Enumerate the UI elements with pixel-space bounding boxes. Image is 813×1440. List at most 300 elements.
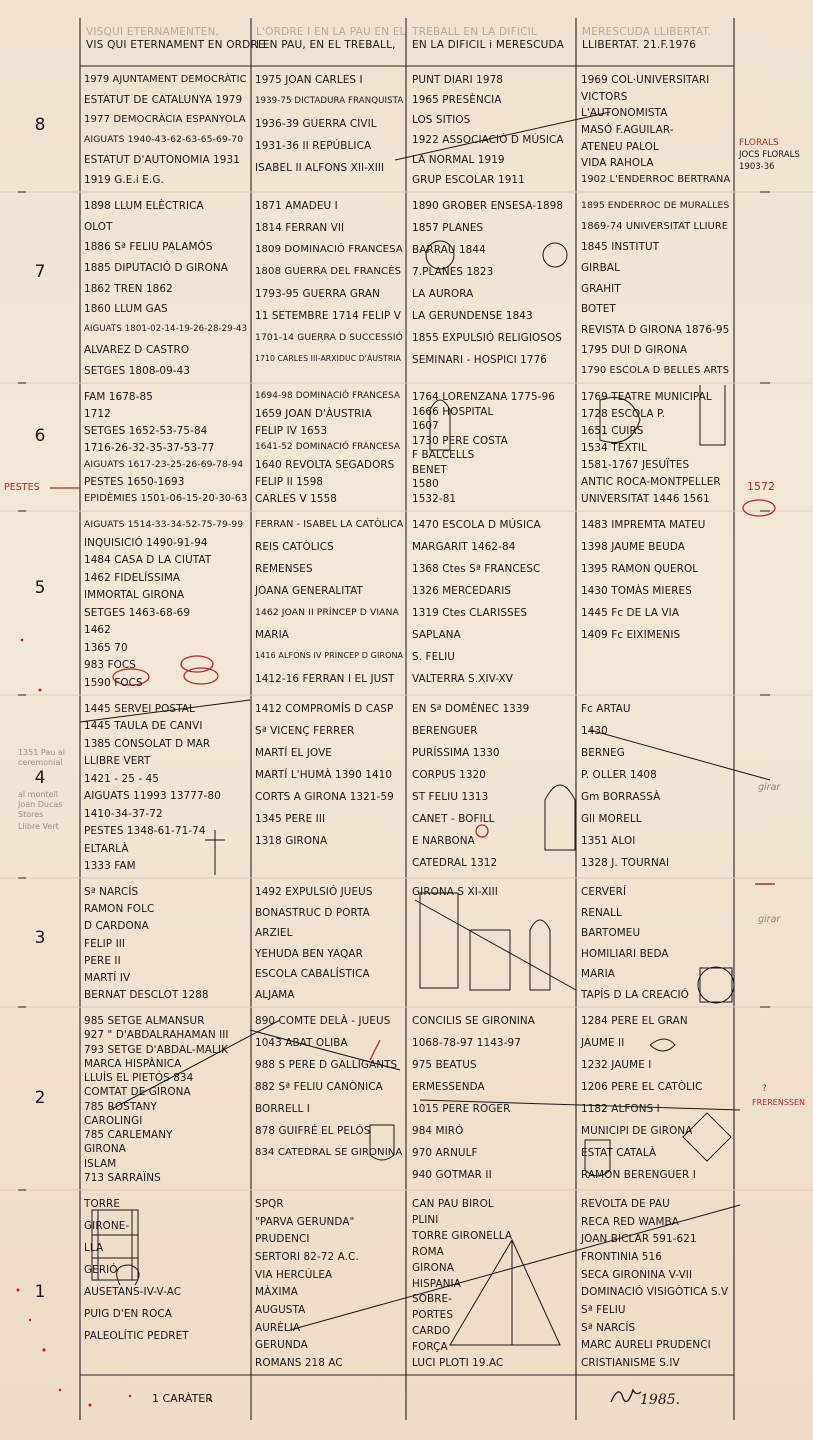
cell-line: BONASTRUC D PORTA: [255, 907, 370, 919]
cell-line: 882 Sª FELIU CANÒNICA: [255, 1081, 383, 1093]
cell-line: 1398 JAUME BEUDA: [581, 541, 685, 553]
cell-line: 1979 AJUNTAMENT DEMOCRÀTIC: [84, 74, 247, 85]
cell-line: PURÍSSIMA 1330: [412, 747, 500, 759]
cell-line: GERUNDA: [255, 1339, 308, 1351]
cell-line: RAMON BERENGUER I: [581, 1169, 696, 1181]
cell-row5-c4: [581, 519, 731, 689]
cell-line: AIGUATS 1617-23-25-26-69-78-94: [84, 459, 244, 470]
cell-line: 1666 HOSPITAL: [412, 406, 494, 418]
cell-line: "PARVA GERUNDA": [255, 1216, 355, 1228]
cell-line: 1326 MERCEDARIS: [412, 585, 512, 597]
cell-line: 1284 PERE EL GRAN: [581, 1015, 688, 1027]
cell-line: RENALL: [581, 907, 622, 919]
girar-note-row3: girar: [758, 914, 781, 925]
cell-row4-c1: [84, 703, 248, 872]
cell-row6-c4: [581, 391, 731, 505]
cell-row2-c2: [255, 1015, 403, 1184]
header-col4: [582, 26, 711, 52]
cell-line: 7.PLANES 1823: [412, 266, 494, 278]
cell-line: 1701-14 GUERRA D SUCCESSIÓ: [255, 332, 403, 343]
cell-row3-c1: [84, 886, 248, 1001]
cell-line: DOMINACIÓ VISIGÒTICA S.V: [581, 1286, 729, 1298]
florals-note: FLORALS: [739, 138, 779, 148]
cell-line: 1939-75 DICTADURA FRANQUISTA: [255, 96, 404, 106]
cell-line: AUGUSTA: [255, 1304, 306, 1316]
cell-line: GIRONA: [84, 1143, 126, 1155]
cell-line: 1470 ESCOLA D MÚSICA: [412, 519, 541, 531]
cell-line: FORÇA: [412, 1341, 448, 1353]
cell-line: MARIA: [581, 968, 615, 980]
cell-line: P. OLLER 1408: [581, 769, 657, 781]
cell-line: VIA HERCÚLEA: [255, 1269, 333, 1281]
cell-line: Gm BORRASSÀ: [581, 791, 661, 803]
cell-line: BARRAU 1844: [412, 244, 486, 256]
cell-line: 1764 LORENZANA 1775-96: [412, 391, 555, 403]
cell-line: TORRE: [84, 1198, 121, 1210]
cell-line: 1412-16 FERRAN I EL JUST: [255, 673, 395, 685]
cell-line: 1869-74 UNIVERSITAT LLIURE: [581, 221, 729, 232]
cell-line: IMMORTAL GIRONA: [84, 589, 185, 601]
cell-line: VICTORS: [581, 91, 628, 103]
cell-line: FRONTINIA 516: [581, 1251, 662, 1263]
question-note: ?: [762, 1084, 767, 1094]
cell-line: 1590 FOCS: [84, 677, 143, 689]
cell-line: AIGUATS 1514-33-34-52-75-79-99: [84, 519, 244, 530]
cell-line: MARGARIT 1462-84: [412, 541, 516, 553]
cell-line: 984 MIRÓ: [412, 1125, 464, 1137]
cell-line: 785 ROSTANY: [84, 1101, 157, 1113]
cell-line: 1809 DOMINACIÓ FRANCESA: [255, 244, 403, 255]
cell-line: GIRONE-: [84, 1220, 130, 1232]
cell-line: 1430 TOMÀS MIERES: [581, 585, 692, 597]
cell-line: ESTAT CATALÀ: [581, 1147, 657, 1159]
cell-line: 1430: [581, 725, 608, 737]
cell-line: MARCA HISPÀNICA: [84, 1058, 182, 1070]
cell-line: LLIBRE VERT: [84, 755, 151, 767]
cell-line: 1532-81: [412, 493, 457, 505]
cell-line: AIGUATS 1940-43-62-63-65-69-70: [84, 134, 244, 145]
cell-line: 1445 Fc DE LA VIA: [581, 607, 680, 619]
cell-row2-c3: [412, 1015, 573, 1184]
cell-line: 1445 TAULA DE CANVI: [84, 720, 203, 732]
cell-line: SOBRE-: [412, 1293, 453, 1305]
row-number-3: 3: [34, 928, 46, 948]
cell-line: 1769 TEATRE MUNICIPAL: [581, 391, 712, 403]
cell-line: 1716-26-32-35-37-53-77: [84, 442, 215, 454]
cell-line: MARC AURELI PRUDENCI: [581, 1339, 711, 1351]
cell-line: 1793-95 GUERRA GRAN: [255, 288, 380, 300]
cell-line: 1641-52 DOMINACIÓ FRANCESA: [255, 442, 401, 452]
cell-line: 1462 FIDELÍSSIMA: [84, 572, 181, 584]
cell-line: JOAN BICLAR 591-621: [581, 1233, 697, 1245]
cell-line: FERRAN - ISABEL LA CATÒLICA: [255, 519, 404, 530]
cell-line: 1895 ENDERROC DE MURALLES: [581, 200, 730, 211]
cell-line: ROMA: [412, 1246, 444, 1258]
cell-line: PALEOLÍTIC PEDRET: [84, 1330, 189, 1342]
cell-row5-c1: [84, 519, 248, 689]
cell-line: AURÈLIA: [255, 1322, 301, 1334]
cell-line: MARTÍ EL JOVE: [255, 747, 332, 759]
cell-line: 1345 PERE III: [255, 813, 326, 825]
cell-line: 1043 ABAT OLIBA: [255, 1037, 348, 1049]
cell-line: 988 S PERE D GALLIGANTS: [255, 1059, 398, 1071]
cell-line: 1483 IMPREMTA MATEU: [581, 519, 706, 531]
cell-line: AIGUATS 11993 13777-80: [84, 790, 221, 802]
cell-line: 1580: [412, 478, 439, 490]
cell-line: 1333 FAM: [84, 860, 136, 872]
cell-line: UNIVERSITAT 1446 1561: [581, 493, 710, 505]
cell-line: Sª NARCÍS: [581, 1322, 636, 1334]
cell-line: JAUME II: [581, 1037, 625, 1049]
cell-line: PUNT DIARI 1978: [412, 74, 503, 86]
cell-line: F BALCELLS: [412, 449, 475, 461]
cell-row5-c2: [255, 519, 403, 689]
header-col1-main: VIS QUI ETERNAMENT EN ORDRE: [86, 39, 265, 51]
cell-line: RAMON FOLC: [84, 903, 155, 915]
cell-line: CONCILIS SE GIRONINA: [412, 1015, 535, 1027]
cell-line: ESTATUT DE CATALUNYA 1979: [84, 94, 243, 106]
cell-line: SEMINARI - HOSPICI 1776: [412, 354, 547, 366]
cell-row3-c4: [581, 886, 731, 1001]
cell-row3-c2: [255, 886, 403, 1001]
cell-line: SETGES 1652-53-75-84: [84, 425, 208, 437]
cell-line: GIRBAL: [581, 262, 620, 274]
cell-line: 1412 COMPROMÍS D CASP: [255, 703, 394, 715]
header-col4-faint: MERESCUDA LLIBERTAT.: [582, 26, 712, 38]
cell-line: VALTERRA S.XIV-XV: [412, 673, 513, 685]
cell-line: 1898 LLUM ELÈCTRICA: [84, 200, 204, 212]
cell-line: 1659 JOAN D'ÀUSTRIA: [255, 408, 372, 420]
cell-line: 940 GOTMAR II: [412, 1169, 492, 1181]
row4-left-note-6: Llibre Vert: [18, 822, 59, 831]
cell-line: LOS SITIOS: [412, 114, 471, 126]
cell-row1-c1: [84, 1198, 248, 1369]
cell-line: 890 COMTE DELÀ - JUEUS: [255, 1015, 391, 1027]
cell-line: CARDO: [412, 1325, 451, 1337]
cell-line: 1710 CARLES III-ARXIDUC D'ÀUSTRIA: [255, 354, 401, 363]
cell-line: LA GERUNDENSE 1843: [412, 310, 533, 322]
cell-line: SETGES 1808-09-43: [84, 365, 191, 377]
signature-year: 1985.: [640, 1392, 681, 1408]
cell-line: 1581-1767 JESUÏTES: [581, 459, 690, 471]
cell-line: SAPLANA: [412, 629, 461, 641]
cell-line: 11 SETEMBRE 1714 FELIP V: [255, 310, 401, 322]
cell-line: HISPANIA: [412, 1278, 461, 1290]
cell-line: 1484 CASA D LA CIUTAT: [84, 554, 212, 566]
row-number-6: 6: [34, 426, 46, 446]
header-col4-main: LLIBERTAT. 21.F.1976: [582, 39, 697, 51]
cell-line: FAM 1678-85: [84, 391, 153, 403]
cell-line: Sª VICENÇ FERRER: [255, 725, 355, 737]
cell-line: ANTIC ROCA-MONTPELLER: [581, 476, 721, 488]
cell-row4-c4: [581, 703, 731, 872]
cell-row2-c1: [84, 1015, 248, 1184]
cell-line: L'AUTONOMISTA: [581, 107, 668, 119]
cell-line: MARTÍ L'HUMÀ 1390 1410: [255, 769, 393, 781]
cell-line: 1651 CUIRS: [581, 425, 644, 437]
cell-line: 983 FOCS: [84, 659, 136, 671]
header-col2: [256, 26, 406, 52]
cell-row8-c2: [255, 74, 403, 186]
cell-line: GERIÓ: [84, 1264, 118, 1276]
cell-line: 1885 DIPUTACIÓ D GIRONA: [84, 262, 228, 274]
cell-line: 1936-39 GUERRA CIVIL: [255, 118, 377, 130]
cell-line: INQUISICIÓ 1490-91-94: [84, 537, 208, 549]
cell-line: ST FELIU 1313: [412, 791, 489, 803]
cell-row5-c3: [412, 519, 573, 689]
cell-row8-c3: [412, 74, 573, 186]
cell-line: ALVAREZ D CASTRO: [84, 344, 190, 356]
cell-line: 1319 Ctes CLARISSES: [412, 607, 528, 619]
cell-row7-c1: [84, 200, 248, 377]
row-number-7: 7: [34, 262, 46, 282]
cell-line: 1965 PRESÈNCIA: [412, 94, 502, 106]
cell-line: GRUP ESCOLAR 1911: [412, 174, 525, 186]
cell-line: CAROLINGI: [84, 1115, 143, 1127]
cell-row2-c4: [581, 1015, 731, 1184]
row-number-4: 4: [34, 768, 46, 788]
cell-line: FELIP II 1598: [255, 476, 324, 488]
cell-line: CATEDRAL 1312: [412, 857, 498, 869]
cell-line: 1410-34-37-72: [84, 808, 163, 820]
cell-line: OLOT: [84, 221, 113, 233]
cell-line: PORTES: [412, 1309, 454, 1321]
jocs-florals-note: JOCS FLORALS: [739, 150, 800, 160]
cell-line: 1534 TÈXTIL: [581, 442, 647, 454]
header-col3-main: EN LA DIFICIL i MERESCUDA: [412, 39, 565, 51]
cell-line: 985 SETGE ALMANSUR: [84, 1015, 205, 1027]
cell-line: ESCOLA CABALÍSTICA: [255, 968, 370, 980]
cell-line: TORRE GIRONELLA: [412, 1230, 513, 1242]
cell-line: PESTES 1348-61-71-74: [84, 825, 206, 837]
cell-line: 1808 GUERRA DEL FRANCÈS: [255, 266, 402, 277]
cell-line: 1857 PLANES: [412, 222, 484, 234]
cell-line: 1445 SERVEI POSTAL: [84, 703, 195, 715]
cell-line: CORPUS 1320: [412, 769, 486, 781]
cell-line: D CARDONA: [84, 920, 149, 932]
signature-mark: [608, 1386, 644, 1410]
cell-line: 1977 DEMOCRÀCIA ESPANYOLA: [84, 114, 246, 125]
cell-row8-c4: [581, 74, 731, 186]
cell-row1-c2: [255, 1198, 403, 1369]
cell-line: ARZIEL: [255, 927, 293, 939]
cell-row1-c4: [581, 1198, 731, 1369]
cell-line: Sª FELIU: [581, 1304, 626, 1316]
florals-years-note: 1903-36: [739, 162, 775, 172]
cell-line: MÀXIMA: [255, 1286, 298, 1298]
row4-left-note-4: Joan Ducas: [18, 800, 63, 809]
cell-line: 1182 ALFONS I: [581, 1103, 660, 1115]
cell-line: PESTES 1650-1693: [84, 476, 185, 488]
cell-line: 1368 Ctes Sª FRANCESC: [412, 563, 541, 575]
cell-line: PERE II: [84, 955, 121, 967]
cell-line: REMENSES: [255, 563, 313, 575]
cell-line: BENET: [412, 464, 447, 476]
cell-line: ELTARLÀ: [84, 843, 129, 855]
cell-line: E NARBONA: [412, 835, 475, 847]
cell-line: 1416 ALFONS IV PRÍNCEP D GIRONA: [255, 651, 404, 660]
cell-row7-c2: [255, 200, 403, 377]
cell-line: FELIP III: [84, 938, 126, 950]
row4-left-note-2: ceremonial: [18, 758, 63, 767]
cell-line: 1919 G.E.i E.G.: [84, 174, 164, 186]
cell-line: PUIG D'EN ROCA: [84, 1308, 172, 1320]
cell-line: 1730 PERE COSTA: [412, 435, 508, 447]
cell-line: 1462: [84, 624, 111, 636]
cell-line: HOMILIARI BEDA: [581, 948, 669, 960]
cell-line: 878 GUIFRÉ EL PELÓS: [255, 1125, 371, 1137]
pestes-note: PESTES: [4, 482, 40, 493]
cell-line: SETGES 1463-68-69: [84, 607, 191, 619]
cell-line: Fc ARTAU: [581, 703, 631, 715]
header-col1-faint: VISQUI ETERNAMENTEN,: [86, 26, 220, 38]
cell-line: S. FELIU: [412, 651, 456, 663]
cell-line: BERNEG: [581, 747, 625, 759]
cell-line: 927 " D'ABDALRAHAMAN III: [84, 1029, 229, 1041]
year-1572-note: 1572: [747, 480, 775, 493]
cell-line: 1462 JOAN II PRÍNCEP D VIANA: [255, 607, 399, 618]
cell-line: LLA: [84, 1242, 104, 1254]
cell-line: 1931-36 II REPÚBLICA: [255, 140, 372, 152]
cell-line: VIDA RAHOLA: [581, 157, 654, 169]
footer-label: 1 CARÀTER: [152, 1392, 213, 1405]
row-number-5: 5: [34, 578, 46, 598]
cell-line: REIS CATÒLICS: [255, 541, 334, 553]
cell-line: LA NORMAL 1919: [412, 154, 505, 166]
cell-line: 1395 RAMON QUEROL: [581, 563, 699, 575]
cell-line: CANET - BOFILL: [412, 813, 495, 825]
cell-line: SPQR: [255, 1198, 284, 1210]
cell-line: 1607: [412, 420, 439, 432]
cell-line: AUSETANS-IV-V-AC: [84, 1286, 182, 1298]
cell-line: ISABEL II ALFONS XII-XIII: [255, 162, 385, 174]
cell-line: 1790 ESCOLA D BELLES ARTS: [581, 365, 730, 376]
cell-line: CARLES V 1558: [255, 493, 337, 505]
cell-line: 1409 Fc EIXIMENIS: [581, 629, 681, 641]
header-col1: [86, 26, 265, 52]
cell-line: GIRONA S XI-XIII: [412, 886, 498, 898]
cell-row6-c1: [84, 391, 248, 505]
cell-line: BORRELL I: [255, 1103, 310, 1115]
cell-line: 1421 - 25 - 45: [84, 773, 159, 785]
cell-line: 1855 EXPULSIÓ RELIGIOSOS: [412, 332, 562, 344]
cell-row4-c2: [255, 703, 403, 872]
cell-line: 1860 LLUM GAS: [84, 303, 168, 315]
cell-line: MARIA: [255, 629, 289, 641]
cell-line: ESTATUT D'AUTONOMIA 1931: [84, 154, 240, 166]
cell-line: 1232 JAUME I: [581, 1059, 652, 1071]
cell-line: 1068-78-97 1143-97: [412, 1037, 521, 1049]
cell-line: EPIDÈMIES 1501-06-15-20-30-63: [84, 493, 248, 504]
cell-line: MASÓ F.AGUILAR-: [581, 124, 674, 136]
cell-line: 1975 JOAN CARLES I: [255, 74, 363, 86]
header-col3: [412, 26, 564, 52]
cell-line: BERNAT DESCLOT 1288: [84, 989, 209, 1001]
cell-line: 834 CATEDRAL SE GIRONINA: [255, 1147, 403, 1158]
cell-line: MARTÍ IV: [84, 972, 131, 984]
cell-line: AIGUATS 1801-02-14-19-26-28-29-43: [84, 324, 248, 334]
cell-line: BOTET: [581, 303, 616, 315]
cell-line: 1871 AMADEU I: [255, 200, 338, 212]
frerensen-note: FRERENSSEN: [752, 1098, 806, 1107]
cell-line: ISLAM: [84, 1158, 117, 1170]
cell-line: BERENGUER: [412, 725, 478, 737]
cell-line: RECA RED WAMBA: [581, 1216, 679, 1228]
cell-line: EN Sª DOMÈNEC 1339: [412, 703, 530, 715]
cell-line: CRISTIANISME S.IV: [581, 1357, 680, 1369]
cell-row3-c3: [412, 886, 573, 1001]
cell-line: 1694-98 DOMINACIÓ FRANCESA: [255, 391, 401, 401]
cell-line: 793 SETGE D'ABDAL-MALIK: [84, 1044, 228, 1056]
cell-line: 1886 Sª FELIU PALAMÓS: [84, 241, 213, 253]
cell-line: YEHUDA BEN YAQAR: [255, 948, 363, 960]
cell-line: PRUDENCI: [255, 1233, 310, 1245]
header-col2-faint: L'ORDRE I EN LA PAU EN EL: [256, 26, 406, 38]
cell-line: 1385 CONSOLAT D MAR: [84, 738, 211, 750]
cell-line: ERMESSENDA: [412, 1081, 485, 1093]
cell-line: CAN PAU BIROL: [412, 1198, 494, 1210]
cell-line: CORTS A GIRONA 1321-59: [255, 791, 394, 803]
header-col2-main: I EN PAU, EN EL TREBALL,: [256, 39, 396, 51]
cell-line: 1328 J. TOURNAI: [581, 857, 670, 869]
cell-line: MUNICIPI DE GIRONA: [581, 1125, 693, 1137]
cell-line: 1862 TREN 1862: [84, 283, 173, 295]
cell-row7-c4: [581, 200, 731, 377]
cell-line: Sª NARCÍS: [84, 886, 139, 898]
cell-line: REVISTA D GIRONA 1876-95: [581, 324, 730, 336]
cell-line: REVOLTA DE PAU: [581, 1198, 670, 1210]
girar-note-row4: girar: [758, 782, 781, 793]
row4-left-note-5: Stores: [18, 810, 44, 819]
cell-line: SECA GIRONINA V-VII: [581, 1269, 693, 1281]
row-number-2: 2: [34, 1088, 46, 1108]
cell-line: 1206 PERE EL CATÒLIC: [581, 1081, 703, 1093]
cell-line: LUCI PLOTI 19.AC: [412, 1357, 504, 1369]
cell-row6-c3: [412, 391, 573, 505]
cell-line: BARTOMEU: [581, 927, 641, 939]
row-number-1: 1: [34, 1282, 46, 1302]
cell-line: 1969 COL·UNIVERSITARI: [581, 74, 710, 86]
row4-left-note-1: 1351 Pau al: [18, 748, 66, 757]
cell-line: 975 BEATUS: [412, 1059, 477, 1071]
cell-line: Gll MORELL: [581, 813, 642, 825]
cell-line: LA AURORA: [412, 288, 474, 300]
cell-line: 970 ARNULF: [412, 1147, 478, 1159]
cell-line: 713 SARRAÏNS: [84, 1172, 161, 1184]
row4-left-note-3: al montell: [18, 790, 58, 799]
cell-line: SERTORI 82-72 A.C.: [255, 1251, 359, 1263]
cell-line: FELIP IV 1653: [255, 425, 328, 437]
cell-line: 1712: [84, 408, 111, 420]
cell-line: 1902 L'ENDERROC BERTRANA: [581, 174, 731, 185]
cell-line: 1640 REVOLTA SEGADORS: [255, 459, 395, 471]
cell-row4-c3: [412, 703, 573, 872]
cell-line: 1890 GROBER ENSESA-1898: [412, 200, 564, 212]
cell-line: COMTAT DE GIRONA: [84, 1086, 191, 1098]
cell-line: 1922 ASSOCIACIÓ D MÚSICA: [412, 134, 564, 146]
cell-row1-c3: [412, 1198, 573, 1369]
cell-line: 1351 ALOI: [581, 835, 636, 847]
cell-line: CERVERÍ: [581, 886, 627, 898]
cell-line: JOANA GENERALITAT: [255, 585, 363, 597]
cell-line: 1365 70: [84, 642, 128, 654]
cell-line: PLINI: [412, 1214, 439, 1226]
cell-line: LLUÍS EL PIETÓS 834: [84, 1072, 194, 1084]
cell-row7-c3: [412, 200, 573, 377]
cell-line: TAPÍS D LA CREACIÓ: [581, 989, 689, 1001]
cell-line: GRAHIT: [581, 283, 621, 295]
cell-line: 1795 DUI D GIRONA: [581, 344, 688, 356]
